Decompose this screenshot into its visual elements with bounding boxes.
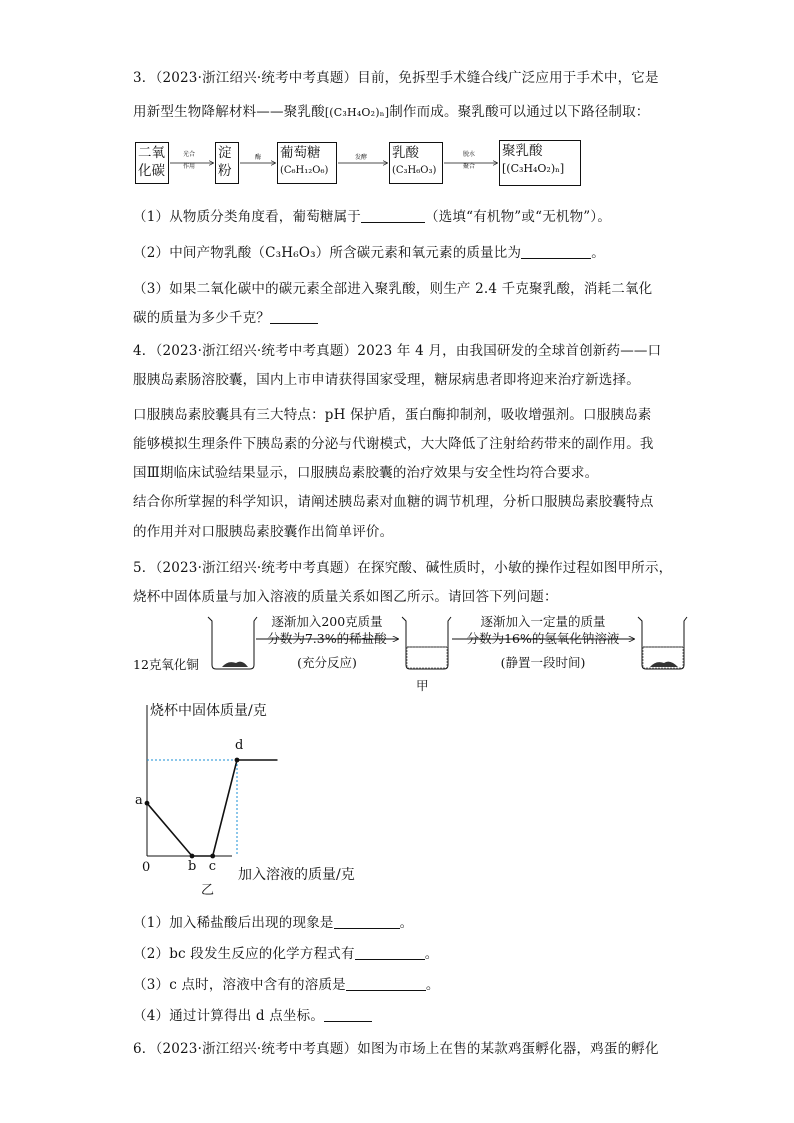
arrow1-label-b: 作用 [182, 163, 195, 170]
arrow1-label-a: 光合 [182, 151, 195, 158]
step1-line2: 分数为7.3%的稀盐酸 [267, 631, 387, 646]
q3-sub-2-tail: 。 [591, 245, 605, 261]
q5-line-1: 5．（2023·浙江绍兴·统考中考真题）在探究酸、碱性质时，小敏的操作过程如图甲所示， [133, 560, 673, 576]
figure-jia-caption: 甲 [416, 678, 429, 693]
flow-box-lactic-line2: (C₃H₆O₃) [392, 165, 437, 176]
q5-sub-3-text: （3）c 点时，溶液中含有的溶质是 [133, 977, 346, 993]
flow-box-starch-line1: 淀 [218, 145, 232, 161]
point-c [210, 854, 215, 859]
q3-sub-3b-text: 碳的质量为多少千克？ [133, 310, 270, 326]
step2-line2: 分数为16%的氢氧化钠溶液 [466, 631, 620, 646]
q5-sub-4 [133, 1004, 372, 1024]
step1-line3: (充分反应) [297, 655, 357, 670]
q3-line-2b: 制作而成。聚乳酸可以通过以下路径制取： [389, 104, 650, 120]
poly-formula: [(C₃H₄O₂)ₙ] [324, 106, 390, 119]
q3-line-2a: 用新型生物降解材料——聚乳酸 [133, 104, 325, 120]
step2-line3: (静置一段时间) [500, 655, 586, 670]
answer-blank[interactable] [355, 947, 425, 960]
flow-box-co2-line1: 二氧 [138, 145, 165, 161]
point-a [145, 801, 150, 806]
answer-blank[interactable] [346, 978, 426, 991]
q4-line-6: 结合你所掌握的科学知识，请阐述胰岛素对血糖的调节机理，分析口服胰岛素胶囊特点 [133, 494, 654, 510]
q5-sub-2-text: （2）bc 段发生反应的化学方程式有 [133, 946, 355, 962]
arrow4-label-b: 聚合 [462, 163, 475, 170]
flow-box-pla-line2: [(C₃H₄O₂)ₙ] [502, 162, 565, 175]
q3-sub-1-tail: （选填“有机物”或“无机物”）。 [425, 209, 612, 225]
q4-line-7: 的作用并对口服胰岛素胶囊作出简单评价。 [133, 524, 394, 540]
q5-sub-1 [133, 911, 413, 931]
step2-line1: 逐渐加入一定量的质量 [480, 614, 606, 629]
q6-line-1: 6．（2023·浙江绍兴·统考中考真题）如图为市场上在售的某款鸡蛋孵化器，鸡蛋的孵化 [133, 1041, 659, 1057]
q5-sub-2 [133, 942, 438, 962]
flow-box-starch-line2: 粉 [218, 163, 232, 179]
point-label-b: b [188, 859, 197, 874]
q5-sub-4-text: （4）通过计算得出 d 点坐标。 [133, 1008, 325, 1024]
q4-line-2: 服胰岛素肠溶胶囊，国内上市申请获得国家受理，糖尿病患者即将迎来治疗新选择。 [133, 372, 640, 388]
q5-sub-3 [133, 973, 440, 993]
arrow4-label-a: 脱水 [462, 151, 475, 158]
y-axis-label: 烧杯中固体质量/克 [150, 703, 267, 719]
q5-line-2: 烧杯中固体质量与加入溶液的质量关系如图乙所示。请回答下列问题： [133, 589, 558, 605]
cuo-label: 12克氧化铜 [133, 657, 199, 672]
chart-caption: 乙 [201, 883, 215, 898]
point-label-a: a [135, 793, 143, 809]
q5-sub-3-tail: 。 [425, 977, 440, 993]
point-b [190, 854, 195, 859]
answer-blank[interactable] [334, 916, 400, 929]
q5-sub-2-tail: 。 [424, 946, 439, 962]
flow-box-glucose-line1: 葡萄糖 [280, 145, 321, 161]
point-d [235, 758, 240, 763]
q5-sub-1-tail: 。 [399, 915, 414, 931]
arrow2-label: 酶 [254, 154, 261, 161]
q4-line-1: 4．（2023·浙江绍兴·统考中考真题）2023 年 4 月，由我国研发的全球首创新药——口 [133, 343, 662, 359]
step1-line1: 逐渐加入200克质量 [271, 614, 383, 629]
point-label-d: d [235, 738, 244, 753]
origin-label: 0 [142, 860, 151, 875]
arrow3-label: 发酵 [354, 154, 367, 161]
q3-line-1: 3．（2023·浙江绍兴·统考中考真题）目前，免拆型手术缝合线广泛应用于手术中，它是 [133, 70, 659, 86]
flow-box-lactic-line1: 乳酸 [392, 145, 419, 161]
q4-line-5: 国Ⅲ期临床试验结果显示，口服胰岛素胶囊的治疗效果与安全性均符合要求。 [133, 465, 599, 481]
flow-box-glucose-line2: (C₆H₁₂O₆) [280, 165, 329, 176]
q3-sub-1-text: （1）从物质分类角度看，葡萄糖属于 [133, 209, 361, 225]
q3-sub-3a: （3）如果二氧化碳中的碳元素全部进入聚乳酸，则生产 2.4 千克聚乳酸，消耗二氧化 [133, 281, 653, 297]
flow-box-pla-line1: 聚乳酸 [502, 143, 543, 159]
answer-blank[interactable] [324, 1009, 372, 1022]
flow-box-co2-line2: 化碳 [138, 163, 165, 179]
q3-sub-2-text: （2）中间产物乳酸（C₃H₆O₃）所含碳元素和氧元素的质量比为 [133, 245, 522, 261]
q4-line-4: 能够模拟生理条件下胰岛素的分泌与代谢模式，大大降低了注射给药带来的副作用。我 [133, 436, 654, 452]
x-axis-label: 加入溶液的质量/克 [238, 867, 355, 883]
series-line [147, 760, 278, 856]
q4-line-3: 口服胰岛素胶囊具有三大特点：pH 保护盾，蛋白酶抑制剂，吸收增强剂。口服胰岛素 [133, 407, 652, 423]
q5-sub-1-text: （1）加入稀盐酸后出现的现象是 [133, 915, 334, 931]
point-label-c: c [208, 859, 216, 874]
